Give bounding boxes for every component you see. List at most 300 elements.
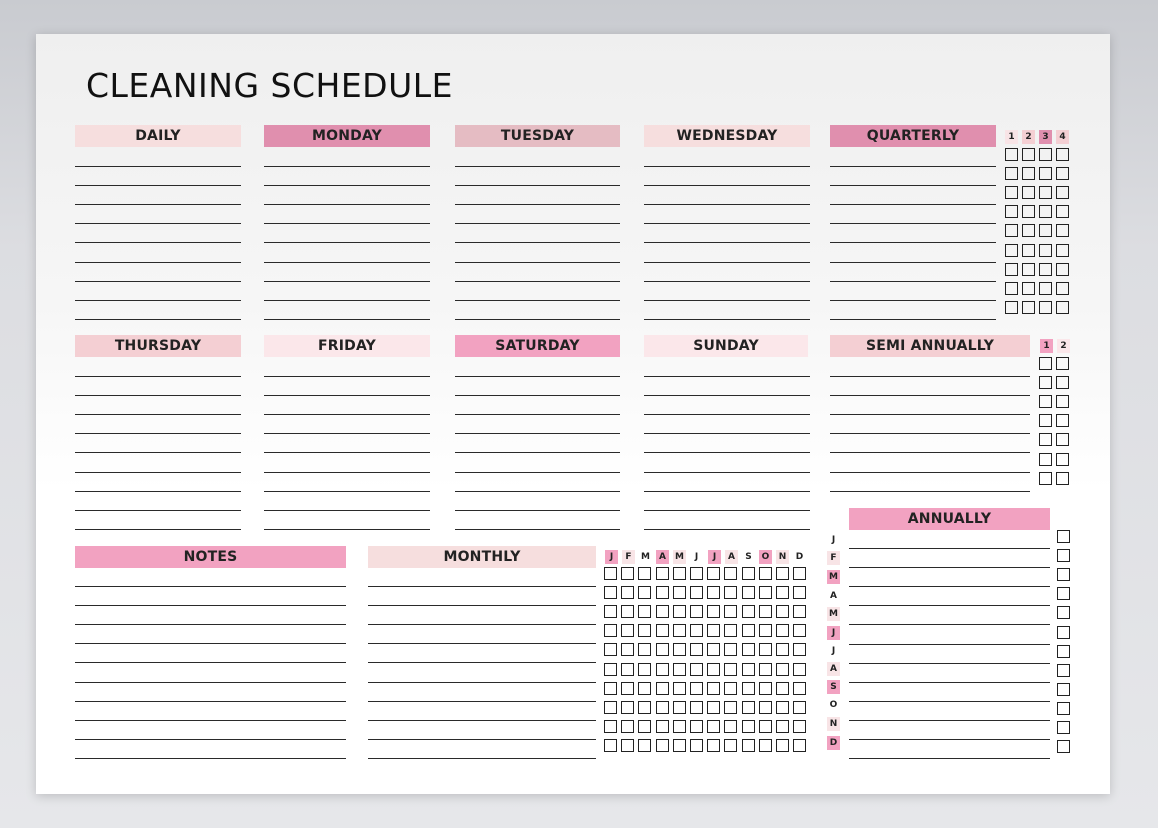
saturday-line[interactable]	[455, 376, 620, 377]
monthly-checkbox[interactable]	[690, 643, 703, 656]
quarterly-checkbox[interactable]	[1005, 224, 1018, 237]
tuesday-line[interactable]	[455, 300, 620, 301]
annually-checkbox[interactable]	[1057, 645, 1070, 658]
monthly-checkbox[interactable]	[673, 663, 686, 676]
sunday-line[interactable]	[644, 472, 810, 473]
monday-line[interactable]	[264, 204, 430, 205]
quarterly-checkbox[interactable]	[1039, 148, 1052, 161]
wednesday-line[interactable]	[644, 319, 810, 320]
monthly-checkbox[interactable]	[742, 663, 755, 676]
quarterly-checkbox[interactable]	[1056, 205, 1069, 218]
monthly-checkbox[interactable]	[793, 567, 806, 580]
quarterly-checkbox[interactable]	[1022, 224, 1035, 237]
wednesday-line[interactable]	[644, 204, 810, 205]
monthly-checkbox[interactable]	[742, 624, 755, 637]
wednesday-line[interactable]	[644, 185, 810, 186]
quarterly-line[interactable]	[830, 262, 996, 263]
monthly-checkbox[interactable]	[759, 567, 772, 580]
monthly-checkbox[interactable]	[759, 624, 772, 637]
sunday-line[interactable]	[644, 433, 810, 434]
notes-line[interactable]	[75, 720, 346, 721]
sunday-line[interactable]	[644, 414, 810, 415]
monthly-checkbox[interactable]	[673, 682, 686, 695]
sunday-line[interactable]	[644, 491, 810, 492]
monthly-checkbox[interactable]	[604, 701, 617, 714]
monthly-line[interactable]	[368, 624, 596, 625]
quarterly-checkbox[interactable]	[1039, 186, 1052, 199]
quarterly-checkbox[interactable]	[1005, 244, 1018, 257]
monthly-checkbox[interactable]	[759, 643, 772, 656]
monthly-checkbox[interactable]	[707, 605, 720, 618]
monthly-checkbox[interactable]	[638, 739, 651, 752]
monthly-line[interactable]	[368, 586, 596, 587]
monthly-checkbox[interactable]	[690, 624, 703, 637]
tuesday-line[interactable]	[455, 242, 620, 243]
monthly-line[interactable]	[368, 720, 596, 721]
monthly-checkbox[interactable]	[673, 567, 686, 580]
semi-annually-line[interactable]	[830, 395, 1030, 396]
saturday-line[interactable]	[455, 472, 620, 473]
friday-line[interactable]	[264, 529, 430, 530]
sunday-line[interactable]	[644, 510, 810, 511]
quarterly-checkbox[interactable]	[1056, 282, 1069, 295]
sunday-line[interactable]	[644, 376, 810, 377]
tuesday-line[interactable]	[455, 223, 620, 224]
quarterly-checkbox[interactable]	[1005, 205, 1018, 218]
friday-line[interactable]	[264, 472, 430, 473]
monthly-checkbox[interactable]	[673, 739, 686, 752]
quarterly-checkbox[interactable]	[1022, 186, 1035, 199]
monthly-checkbox[interactable]	[638, 586, 651, 599]
thursday-line[interactable]	[75, 491, 241, 492]
annually-line[interactable]	[849, 567, 1050, 568]
wednesday-line[interactable]	[644, 300, 810, 301]
monthly-checkbox[interactable]	[776, 701, 789, 714]
monthly-checkbox[interactable]	[724, 643, 737, 656]
monthly-checkbox[interactable]	[793, 682, 806, 695]
monthly-checkbox[interactable]	[793, 720, 806, 733]
monthly-line[interactable]	[368, 605, 596, 606]
daily-line[interactable]	[75, 262, 241, 263]
monthly-checkbox[interactable]	[724, 567, 737, 580]
thursday-line[interactable]	[75, 472, 241, 473]
semi-annually-line[interactable]	[830, 472, 1030, 473]
annually-checkbox[interactable]	[1057, 568, 1070, 581]
quarterly-checkbox[interactable]	[1039, 263, 1052, 276]
annually-line[interactable]	[849, 701, 1050, 702]
monthly-checkbox[interactable]	[707, 643, 720, 656]
sunday-line[interactable]	[644, 395, 810, 396]
annually-checkbox[interactable]	[1057, 606, 1070, 619]
quarterly-checkbox[interactable]	[1022, 167, 1035, 180]
monthly-checkbox[interactable]	[724, 682, 737, 695]
semi-annually-checkbox[interactable]	[1056, 433, 1069, 446]
monthly-checkbox[interactable]	[621, 586, 634, 599]
tuesday-line[interactable]	[455, 185, 620, 186]
daily-line[interactable]	[75, 223, 241, 224]
wednesday-line[interactable]	[644, 281, 810, 282]
monthly-checkbox[interactable]	[656, 701, 669, 714]
daily-line[interactable]	[75, 204, 241, 205]
quarterly-checkbox[interactable]	[1056, 186, 1069, 199]
monthly-checkbox[interactable]	[604, 586, 617, 599]
friday-line[interactable]	[264, 433, 430, 434]
notes-line[interactable]	[75, 643, 346, 644]
daily-line[interactable]	[75, 300, 241, 301]
wednesday-line[interactable]	[644, 223, 810, 224]
annually-checkbox[interactable]	[1057, 740, 1070, 753]
monthly-checkbox[interactable]	[638, 682, 651, 695]
saturday-line[interactable]	[455, 414, 620, 415]
quarterly-checkbox[interactable]	[1039, 301, 1052, 314]
quarterly-line[interactable]	[830, 185, 996, 186]
quarterly-checkbox[interactable]	[1005, 282, 1018, 295]
monthly-checkbox[interactable]	[707, 701, 720, 714]
monthly-checkbox[interactable]	[793, 624, 806, 637]
quarterly-checkbox[interactable]	[1039, 224, 1052, 237]
sunday-line[interactable]	[644, 452, 810, 453]
annually-line[interactable]	[849, 739, 1050, 740]
annually-checkbox[interactable]	[1057, 626, 1070, 639]
monthly-checkbox[interactable]	[793, 643, 806, 656]
monthly-checkbox[interactable]	[776, 663, 789, 676]
monthly-checkbox[interactable]	[742, 605, 755, 618]
semi-annually-checkbox[interactable]	[1056, 414, 1069, 427]
quarterly-checkbox[interactable]	[1022, 244, 1035, 257]
annually-line[interactable]	[849, 644, 1050, 645]
monthly-checkbox[interactable]	[707, 586, 720, 599]
monthly-checkbox[interactable]	[793, 586, 806, 599]
tuesday-line[interactable]	[455, 166, 620, 167]
friday-line[interactable]	[264, 376, 430, 377]
monthly-line[interactable]	[368, 701, 596, 702]
sunday-line[interactable]	[644, 529, 810, 530]
quarterly-checkbox[interactable]	[1039, 205, 1052, 218]
thursday-line[interactable]	[75, 452, 241, 453]
monthly-checkbox[interactable]	[656, 624, 669, 637]
semi-annually-line[interactable]	[830, 414, 1030, 415]
monthly-checkbox[interactable]	[742, 567, 755, 580]
thursday-line[interactable]	[75, 529, 241, 530]
monthly-checkbox[interactable]	[759, 663, 772, 676]
monday-line[interactable]	[264, 300, 430, 301]
quarterly-checkbox[interactable]	[1022, 148, 1035, 161]
quarterly-checkbox[interactable]	[1039, 282, 1052, 295]
monthly-checkbox[interactable]	[638, 663, 651, 676]
saturday-line[interactable]	[455, 452, 620, 453]
monthly-checkbox[interactable]	[776, 586, 789, 599]
quarterly-checkbox[interactable]	[1005, 186, 1018, 199]
monthly-checkbox[interactable]	[690, 682, 703, 695]
monthly-checkbox[interactable]	[690, 663, 703, 676]
annually-checkbox[interactable]	[1057, 549, 1070, 562]
monthly-checkbox[interactable]	[793, 701, 806, 714]
notes-line[interactable]	[75, 682, 346, 683]
monthly-checkbox[interactable]	[776, 567, 789, 580]
quarterly-line[interactable]	[830, 242, 996, 243]
monthly-checkbox[interactable]	[638, 701, 651, 714]
daily-line[interactable]	[75, 185, 241, 186]
thursday-line[interactable]	[75, 510, 241, 511]
monthly-checkbox[interactable]	[638, 605, 651, 618]
notes-line[interactable]	[75, 586, 346, 587]
monthly-checkbox[interactable]	[604, 605, 617, 618]
wednesday-line[interactable]	[644, 242, 810, 243]
monthly-checkbox[interactable]	[673, 701, 686, 714]
monthly-checkbox[interactable]	[724, 663, 737, 676]
monthly-line[interactable]	[368, 682, 596, 683]
friday-line[interactable]	[264, 491, 430, 492]
monthly-checkbox[interactable]	[690, 701, 703, 714]
annually-line[interactable]	[849, 758, 1050, 759]
monthly-checkbox[interactable]	[638, 643, 651, 656]
quarterly-checkbox[interactable]	[1039, 244, 1052, 257]
monthly-checkbox[interactable]	[604, 663, 617, 676]
monthly-checkbox[interactable]	[604, 624, 617, 637]
monthly-checkbox[interactable]	[793, 663, 806, 676]
monthly-checkbox[interactable]	[690, 586, 703, 599]
monthly-checkbox[interactable]	[724, 605, 737, 618]
semi-annually-checkbox[interactable]	[1039, 395, 1052, 408]
thursday-line[interactable]	[75, 414, 241, 415]
quarterly-line[interactable]	[830, 281, 996, 282]
monday-line[interactable]	[264, 185, 430, 186]
monthly-checkbox[interactable]	[724, 701, 737, 714]
notes-line[interactable]	[75, 758, 346, 759]
monthly-checkbox[interactable]	[759, 605, 772, 618]
tuesday-line[interactable]	[455, 319, 620, 320]
saturday-line[interactable]	[455, 491, 620, 492]
notes-line[interactable]	[75, 624, 346, 625]
quarterly-checkbox[interactable]	[1022, 301, 1035, 314]
quarterly-line[interactable]	[830, 300, 996, 301]
monthly-checkbox[interactable]	[724, 720, 737, 733]
quarterly-checkbox[interactable]	[1005, 167, 1018, 180]
saturday-line[interactable]	[455, 433, 620, 434]
monday-line[interactable]	[264, 281, 430, 282]
monthly-checkbox[interactable]	[759, 586, 772, 599]
monthly-checkbox[interactable]	[776, 643, 789, 656]
daily-line[interactable]	[75, 166, 241, 167]
monthly-checkbox[interactable]	[673, 605, 686, 618]
monthly-checkbox[interactable]	[656, 586, 669, 599]
annually-line[interactable]	[849, 624, 1050, 625]
notes-line[interactable]	[75, 739, 346, 740]
monthly-checkbox[interactable]	[690, 567, 703, 580]
monthly-checkbox[interactable]	[621, 643, 634, 656]
monday-line[interactable]	[264, 262, 430, 263]
monday-line[interactable]	[264, 166, 430, 167]
annually-line[interactable]	[849, 605, 1050, 606]
wednesday-line[interactable]	[644, 262, 810, 263]
semi-annually-checkbox[interactable]	[1056, 472, 1069, 485]
semi-annually-checkbox[interactable]	[1039, 357, 1052, 370]
annually-line[interactable]	[849, 682, 1050, 683]
monthly-checkbox[interactable]	[776, 720, 789, 733]
annually-checkbox[interactable]	[1057, 702, 1070, 715]
monthly-checkbox[interactable]	[776, 682, 789, 695]
quarterly-line[interactable]	[830, 319, 996, 320]
monthly-checkbox[interactable]	[621, 567, 634, 580]
monthly-line[interactable]	[368, 662, 596, 663]
tuesday-line[interactable]	[455, 262, 620, 263]
monthly-checkbox[interactable]	[707, 739, 720, 752]
notes-line[interactable]	[75, 605, 346, 606]
monthly-checkbox[interactable]	[604, 643, 617, 656]
monthly-checkbox[interactable]	[690, 739, 703, 752]
monthly-checkbox[interactable]	[656, 739, 669, 752]
semi-annually-checkbox[interactable]	[1039, 453, 1052, 466]
monthly-checkbox[interactable]	[759, 682, 772, 695]
monthly-checkbox[interactable]	[621, 605, 634, 618]
monthly-checkbox[interactable]	[724, 624, 737, 637]
monthly-checkbox[interactable]	[621, 624, 634, 637]
saturday-line[interactable]	[455, 395, 620, 396]
monthly-checkbox[interactable]	[656, 643, 669, 656]
monthly-checkbox[interactable]	[776, 739, 789, 752]
monthly-line[interactable]	[368, 758, 596, 759]
monthly-checkbox[interactable]	[604, 739, 617, 752]
monthly-checkbox[interactable]	[656, 567, 669, 580]
monthly-checkbox[interactable]	[707, 624, 720, 637]
quarterly-checkbox[interactable]	[1022, 205, 1035, 218]
monthly-checkbox[interactable]	[621, 682, 634, 695]
quarterly-checkbox[interactable]	[1056, 148, 1069, 161]
monthly-checkbox[interactable]	[673, 624, 686, 637]
monthly-checkbox[interactable]	[707, 682, 720, 695]
monthly-checkbox[interactable]	[742, 720, 755, 733]
monthly-checkbox[interactable]	[759, 739, 772, 752]
quarterly-checkbox[interactable]	[1005, 263, 1018, 276]
semi-annually-line[interactable]	[830, 491, 1030, 492]
monthly-checkbox[interactable]	[793, 605, 806, 618]
monthly-checkbox[interactable]	[656, 605, 669, 618]
monthly-checkbox[interactable]	[742, 682, 755, 695]
monthly-checkbox[interactable]	[707, 720, 720, 733]
saturday-line[interactable]	[455, 529, 620, 530]
semi-annually-checkbox[interactable]	[1056, 357, 1069, 370]
daily-line[interactable]	[75, 242, 241, 243]
thursday-line[interactable]	[75, 395, 241, 396]
quarterly-line[interactable]	[830, 166, 996, 167]
daily-line[interactable]	[75, 281, 241, 282]
monthly-checkbox[interactable]	[656, 682, 669, 695]
semi-annually-line[interactable]	[830, 452, 1030, 453]
quarterly-checkbox[interactable]	[1022, 263, 1035, 276]
annually-line[interactable]	[849, 663, 1050, 664]
semi-annually-checkbox[interactable]	[1056, 453, 1069, 466]
wednesday-line[interactable]	[644, 166, 810, 167]
monthly-line[interactable]	[368, 739, 596, 740]
semi-annually-checkbox[interactable]	[1056, 395, 1069, 408]
monthly-checkbox[interactable]	[604, 720, 617, 733]
monthly-checkbox[interactable]	[673, 643, 686, 656]
saturday-line[interactable]	[455, 510, 620, 511]
annually-line[interactable]	[849, 586, 1050, 587]
monthly-checkbox[interactable]	[621, 739, 634, 752]
quarterly-checkbox[interactable]	[1056, 244, 1069, 257]
monthly-checkbox[interactable]	[707, 663, 720, 676]
monthly-checkbox[interactable]	[793, 739, 806, 752]
thursday-line[interactable]	[75, 433, 241, 434]
tuesday-line[interactable]	[455, 281, 620, 282]
annually-line[interactable]	[849, 720, 1050, 721]
friday-line[interactable]	[264, 452, 430, 453]
monthly-checkbox[interactable]	[656, 663, 669, 676]
monthly-checkbox[interactable]	[604, 682, 617, 695]
quarterly-line[interactable]	[830, 204, 996, 205]
monthly-checkbox[interactable]	[604, 567, 617, 580]
tuesday-line[interactable]	[455, 204, 620, 205]
monthly-checkbox[interactable]	[673, 720, 686, 733]
monthly-checkbox[interactable]	[742, 701, 755, 714]
monthly-checkbox[interactable]	[673, 586, 686, 599]
annually-checkbox[interactable]	[1057, 530, 1070, 543]
friday-line[interactable]	[264, 510, 430, 511]
friday-line[interactable]	[264, 395, 430, 396]
monday-line[interactable]	[264, 242, 430, 243]
monthly-checkbox[interactable]	[742, 586, 755, 599]
monthly-checkbox[interactable]	[621, 720, 634, 733]
semi-annually-checkbox[interactable]	[1039, 472, 1052, 485]
annually-line[interactable]	[849, 548, 1050, 549]
semi-annually-checkbox[interactable]	[1039, 433, 1052, 446]
daily-line[interactable]	[75, 319, 241, 320]
monthly-checkbox[interactable]	[742, 739, 755, 752]
quarterly-checkbox[interactable]	[1039, 167, 1052, 180]
annually-checkbox[interactable]	[1057, 683, 1070, 696]
quarterly-checkbox[interactable]	[1056, 167, 1069, 180]
monthly-checkbox[interactable]	[707, 567, 720, 580]
monthly-checkbox[interactable]	[690, 720, 703, 733]
quarterly-checkbox[interactable]	[1005, 148, 1018, 161]
monthly-checkbox[interactable]	[638, 567, 651, 580]
semi-annually-line[interactable]	[830, 376, 1030, 377]
monthly-checkbox[interactable]	[759, 701, 772, 714]
quarterly-checkbox[interactable]	[1056, 301, 1069, 314]
quarterly-checkbox[interactable]	[1056, 224, 1069, 237]
monthly-checkbox[interactable]	[656, 720, 669, 733]
monday-line[interactable]	[264, 223, 430, 224]
annually-checkbox[interactable]	[1057, 721, 1070, 734]
thursday-line[interactable]	[75, 376, 241, 377]
notes-line[interactable]	[75, 662, 346, 663]
monthly-checkbox[interactable]	[742, 643, 755, 656]
monthly-checkbox[interactable]	[776, 624, 789, 637]
monthly-checkbox[interactable]	[724, 586, 737, 599]
monthly-checkbox[interactable]	[621, 701, 634, 714]
notes-line[interactable]	[75, 701, 346, 702]
monthly-checkbox[interactable]	[621, 663, 634, 676]
quarterly-checkbox[interactable]	[1022, 282, 1035, 295]
quarterly-checkbox[interactable]	[1056, 263, 1069, 276]
monthly-checkbox[interactable]	[690, 605, 703, 618]
semi-annually-checkbox[interactable]	[1039, 376, 1052, 389]
friday-line[interactable]	[264, 414, 430, 415]
quarterly-line[interactable]	[830, 223, 996, 224]
semi-annually-checkbox[interactable]	[1056, 376, 1069, 389]
monthly-checkbox[interactable]	[776, 605, 789, 618]
annually-checkbox[interactable]	[1057, 664, 1070, 677]
monthly-checkbox[interactable]	[638, 720, 651, 733]
monthly-checkbox[interactable]	[759, 720, 772, 733]
semi-annually-line[interactable]	[830, 433, 1030, 434]
semi-annually-checkbox[interactable]	[1039, 414, 1052, 427]
annually-checkbox[interactable]	[1057, 587, 1070, 600]
monthly-line[interactable]	[368, 643, 596, 644]
monthly-checkbox[interactable]	[724, 739, 737, 752]
quarterly-checkbox[interactable]	[1005, 301, 1018, 314]
